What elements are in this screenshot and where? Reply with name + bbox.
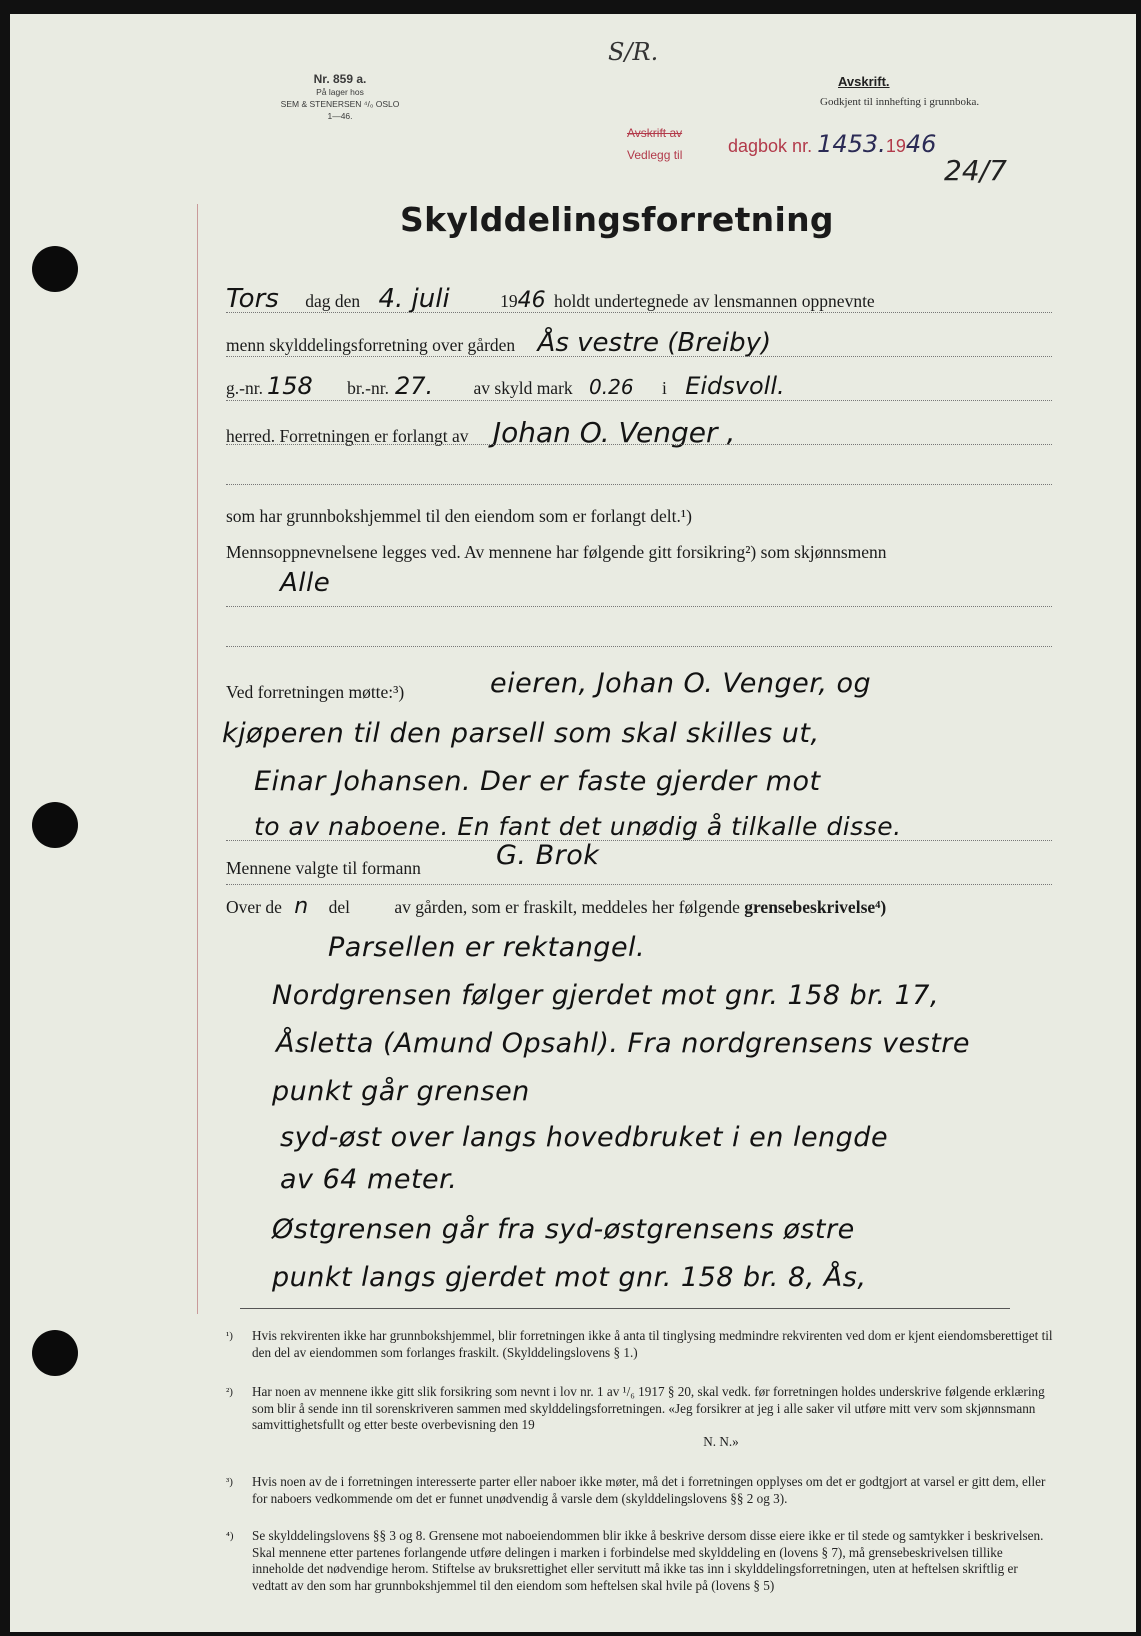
form-line-6: Mennsoppnevnelsene legges ved. Av mennene har følgende gitt forsikring²) som skjønnsmenn (226, 542, 887, 562)
document-page (10, 14, 1136, 1632)
boundary-line-7: Østgrensen går fra syd-østgrensens østre (272, 1214, 855, 1245)
i-label: i (661, 378, 667, 398)
publisher-line2: SEM & STENERSEN ⁴/₀ OSLO (280, 99, 400, 109)
boundary-line-5: syd-øst over langs hovedbruket i en lengde (280, 1122, 889, 1153)
sworn-men-value: Alle (280, 568, 331, 598)
requester-name: Johan O. Venger , (492, 416, 736, 449)
dotted-line-6 (226, 606, 1052, 607)
skyld-value: 0.26 (589, 375, 634, 399)
godkjent-text: Godkjent til innhefting i grunnboka. (820, 96, 980, 108)
boundary-heading: grensebeskrivelse⁴) (744, 897, 887, 917)
form-number: Nr. 859 a. (313, 72, 367, 86)
punch-hole-middle (32, 802, 78, 848)
publisher-line1: På lager hos (316, 87, 364, 97)
year-value: 46 (517, 288, 546, 313)
year-printed: 19 (500, 291, 518, 311)
boundary-line-8: punkt langs gjerdet mot gnr. 158 br. 8, Ås, (272, 1262, 867, 1293)
form-line-12 (226, 894, 886, 919)
form-publisher-block (250, 72, 430, 122)
weekday: Tors (226, 284, 279, 314)
line1-rest: holdt undertegnede av lensmannen oppnevnte (553, 291, 875, 311)
dotted-line-8 (226, 840, 1052, 841)
boundary-line-6: av 64 meter. (280, 1164, 458, 1195)
stamp (627, 122, 682, 166)
form-line-5: som har grunnbokshjemmel til den eiendom som er forlangt delt.¹) (226, 506, 692, 526)
footnote-3 (226, 1474, 1056, 1507)
boundary-line-3: Åsletta (Amund Opsahl). Fra nordgrensens vestre (276, 1028, 971, 1059)
dagbok-number: 1453. (817, 130, 886, 158)
attendees-line-1: eieren, Johan O. Venger, og (490, 668, 872, 699)
herred-value: Eidsvoll. (685, 372, 785, 400)
day-label: dag den (305, 291, 361, 311)
boundary-line-2: Nordgrensen følger gjerdet mot gnr. 158 br. 17, (272, 980, 940, 1011)
date-note: 24/7 (944, 154, 1007, 187)
dotted-line-5 (226, 484, 1052, 485)
footnote-2-signature: N. N.» (703, 1433, 739, 1449)
dagbok-reference (728, 130, 936, 158)
footnote-1-mark: ¹) (226, 1330, 233, 1342)
date-value: 4. juli (378, 284, 450, 314)
document-title: Skylddelingsforretning (400, 200, 834, 239)
farm-name: Ås vestre (Breiby) (537, 328, 772, 358)
footnote-1-text: Hvis rekvirenten ikke har grunnbokshjemmel, blir forretningen ikke å anta til tinglysing medmindre rekvirenten ved dom er kjent eiendomsberettiget til den del av eiendommen som forlanges fraskilt. (Skylddelingslovens § 1.) (252, 1328, 1053, 1360)
form-line-1 (226, 284, 1052, 314)
footnote-2-text: Har noen av mennene ikke gitt slik forsikring som nevnt i lov nr. 1 av ¹/₆ 1917 § 20, skal vedk. før forretningen holdes underskrive følgende erklæring som blir å sende inn til sorenskriveren sammen med skylddelingsforretningen. «Jeg forsikrer at jeg i alle saker vil utføre mitt verv som skjønnsmann samvittighetsfullt og etter beste overbevisning den 19 (252, 1384, 1045, 1432)
initials: S/R. (608, 38, 659, 66)
dotted-line-7 (226, 646, 1052, 647)
form-line-11 (226, 858, 421, 879)
dotted-line-4 (226, 444, 1052, 445)
dotted-line-9 (226, 884, 1052, 885)
margin-line (197, 204, 198, 1314)
footnote-2-mark: ²) (226, 1386, 233, 1398)
chairman-label: Mennene valgte til formann (226, 858, 421, 878)
footnote-3-text: Hvis noen av de i forretningen interesserte parter eller naboer ikke møter, må det i forretningen opplyses om det er godtgjort at varsel er gitt dem, eller for naboers vedkommende om det er funnet unødvendig å varsle dem (skylddelingslovens §§ 2 og 3). (252, 1474, 1046, 1506)
dotted-line-3 (226, 400, 1052, 401)
form-line-2 (226, 328, 771, 358)
stamp-line2: Vedlegg til (627, 148, 683, 162)
gnr-value: 158 (266, 372, 313, 400)
footnote-4-mark: ⁴) (226, 1530, 234, 1542)
skyld-label: av skyld mark (473, 378, 573, 398)
attendees-line-3: Einar Johansen. Der er faste gjerder mot (254, 766, 821, 797)
chairman-name: G. Brok (496, 840, 600, 871)
form-line-7 (226, 682, 404, 703)
dotted-line-1 (226, 312, 1052, 313)
dagbok-label: dagbok nr. (728, 136, 813, 156)
gnr-label: g.-nr. (226, 378, 263, 398)
brnr-label: br.-nr. (347, 378, 389, 398)
brnr-value: 27. (394, 372, 434, 400)
form-line-3 (226, 372, 785, 400)
footnote-divider (240, 1308, 1010, 1309)
punch-hole-bottom (32, 1330, 78, 1376)
over-de-label: Over de (226, 897, 282, 917)
farm-label: menn skylddelingsforretning over gården (226, 335, 516, 355)
attendees-line-4: to av naboene. En fant det unødig å tilkalle disse. (254, 812, 902, 841)
avskrift-label: Avskrift. (838, 74, 890, 89)
footnote-1 (226, 1328, 1056, 1361)
boundary-line-4: punkt går grensen (272, 1076, 530, 1107)
attendees-label: Ved forretningen møtte:³) (226, 682, 405, 702)
footnote-4 (226, 1528, 1056, 1594)
punch-hole-top (32, 246, 78, 292)
boundary-intro: av gården, som er fraskilt, meddeles her følgende (394, 897, 740, 917)
boundary-line-1: Parsellen er rektangel. (328, 932, 646, 963)
dotted-line-2 (226, 356, 1052, 357)
footnote-4-text: Se skylddelingslovens §§ 3 og 8. Grensene mot naboeiendommen blir ikke å beskrive dersom disse eiere ikke er til stede og samtykker i beskrivelsen. Skal mennene etter partenes forlangende utføre delingen i marken i forbindelse med skylddeling en (lovens § 7), må grensebeskrivelsen tillike inneholde det nødvendige herom. Stiftelse av bruksrettighet eller servitutt må ikke tas inn i skylddelingsforretningen, uten at heftelsen skriftlig er vedtatt av den som har grunnbokshjemmel til den eiendom som heftelsen skal hvile på (lovens § 5) (252, 1528, 1044, 1593)
dagbok-year: 46 (905, 130, 937, 158)
publisher-line3: 1—46. (327, 111, 353, 121)
stamp-line1: Avskrift av (627, 126, 683, 140)
part-value: n (294, 894, 309, 919)
requester-label: herred. Forretningen er forlangt av (226, 426, 469, 446)
attendees-line-2: kjøperen til den parsell som skal skilles ut, (222, 718, 820, 749)
dagbok-year-printed: 19 (885, 136, 906, 156)
footnote-2 (226, 1384, 1056, 1450)
footnote-3-mark: ³) (226, 1476, 233, 1488)
del-label: del (328, 897, 350, 917)
